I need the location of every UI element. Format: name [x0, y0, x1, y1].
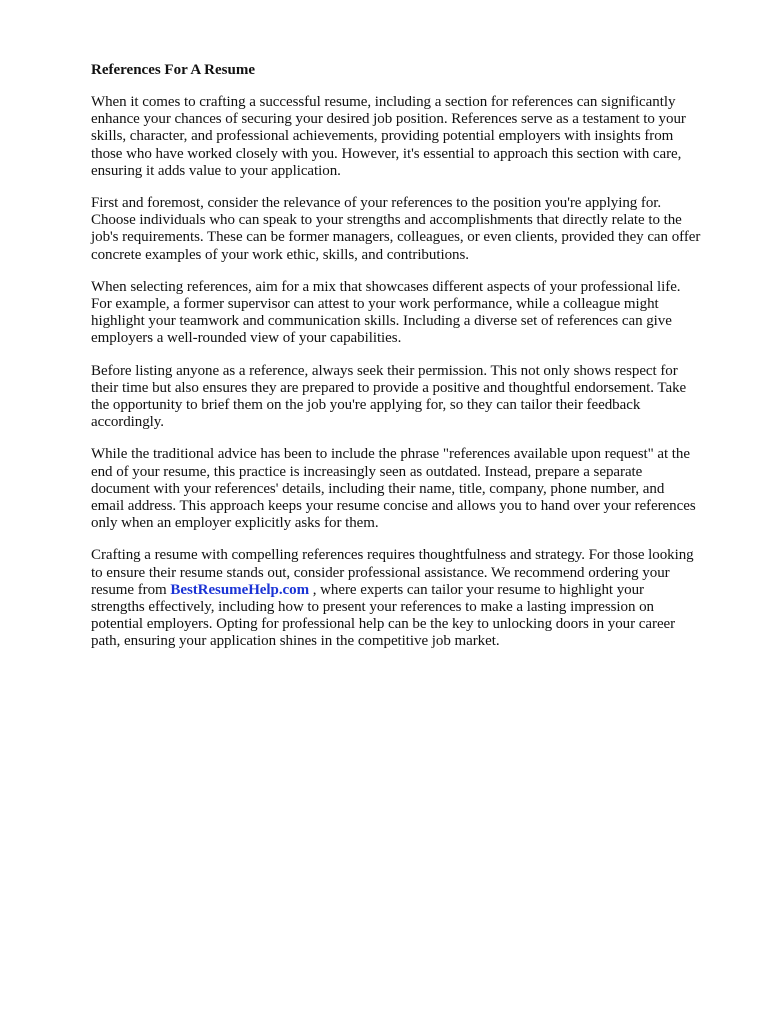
paragraph-line: end of your resume, this practice is increasingly seen as outdated. Instead, prepare a separate — [91, 463, 643, 480]
paragraph-selection — [91, 279, 730, 348]
paragraph-line: potential employers. Opting for professional help can be the key to unlocking doors in your career — [91, 616, 676, 633]
paragraph-line: While the traditional advice has been to include the phrase "references available upon request" at the — [91, 446, 690, 463]
paragraph-line: path, ensuring your application shines in the competitive job market. — [91, 633, 500, 650]
paragraph-line: When it comes to crafting a successful resume, including a section for references can significantly — [91, 94, 676, 110]
paragraph-permission — [91, 363, 730, 432]
paragraph-line: concrete examples of your work ethic, skills, and contributions. — [91, 246, 469, 263]
paragraph-line: Before listing anyone as a reference, always seek their permission. This not only shows respect for — [91, 362, 678, 379]
paragraph-line: email address. This approach keeps your resume concise and allows you to hand over your references — [91, 498, 696, 515]
paragraph-intro — [91, 94, 730, 180]
line-text-before-link: resume from — [91, 581, 171, 598]
paragraph-line: highlight your teamwork and communication skills. Including a diverse set of references can give — [91, 313, 672, 330]
paragraph-line: skills, character, and professional achievements, providing potential employers with insights from — [91, 128, 674, 145]
document-title: References For A Resume — [91, 62, 255, 78]
paragraph-line-with-link — [91, 582, 730, 599]
paragraph-line: enhance your chances of securing your desired job position. References serve as a testament to your — [91, 111, 686, 128]
paragraph-line: those who have worked closely with you. However, it's essential to approach this section with care, — [91, 145, 682, 162]
paragraph-line: ensuring it adds value to your application. — [91, 162, 341, 179]
paragraph-conclusion — [91, 547, 730, 650]
paragraph-line: job's requirements. These can be former managers, colleagues, or even clients, provided they can offer — [91, 229, 701, 246]
paragraph-line: employers a well-rounded view of your capabilities. — [91, 330, 402, 347]
paragraph-upon-request — [91, 446, 730, 532]
paragraph-line: First and foremost, consider the relevance of your references to the position you're applying for. — [91, 195, 662, 212]
paragraph-line: to ensure their resume stands out, consider professional assistance. We recommend ordering your — [91, 564, 670, 581]
paragraph-line: accordingly. — [91, 414, 164, 431]
paragraph-line: Choose individuals who can speak to your strengths and accomplishments that directly relate to the — [91, 212, 682, 229]
line-text-after-link: , where experts can tailor your resume to highlight your — [309, 581, 645, 598]
paragraph-line: strengths effectively, including how to present your references to make a lasting impression on — [91, 599, 655, 616]
paragraph-line: the opportunity to brief them on the job you're applying for, so they can tailor their feedback — [91, 397, 641, 414]
paragraph-relevance — [91, 195, 730, 264]
paragraph-line: their time but also ensures they are prepared to provide a positive and thoughtful endorsement. Take — [91, 379, 687, 396]
paragraph-line: only when an employer explicitly asks for them. — [91, 515, 379, 532]
best-resume-help-link[interactable]: BestResumeHelp.com — [170, 581, 310, 598]
paragraph-line: document with your references' details, including their name, title, company, phone number, and — [91, 480, 665, 497]
paragraph-line: Crafting a resume with compelling references requires thoughtfulness and strategy. For those looking — [91, 547, 694, 564]
paragraph-line: For example, a former supervisor can attest to your work performance, while a colleague might — [91, 296, 659, 313]
paragraph-line: When selecting references, aim for a mix that showcases different aspects of your professional life. — [91, 278, 681, 295]
